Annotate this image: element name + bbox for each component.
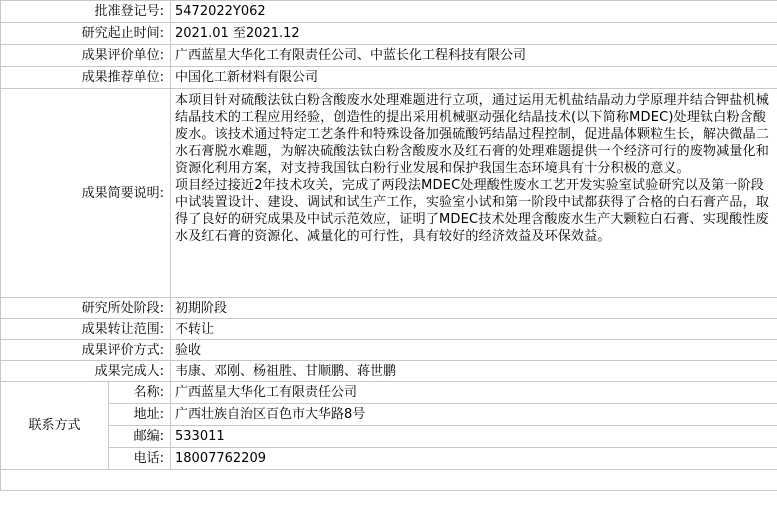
row-approval-no [1, 1, 777, 23]
row-transfer [1, 319, 777, 340]
summary-text [171, 89, 777, 298]
approval-no-value: 5472022Y062 [171, 1, 777, 23]
contact-name-value: 广西蓝星大华化工有限责任公司 [171, 382, 777, 404]
row-contact-postcode [1, 426, 777, 448]
contact-address-label: 地址: [109, 404, 171, 426]
transfer-value: 不转让 [171, 319, 777, 340]
row-eval-method [1, 340, 777, 361]
recommender-value: 中国化工新材料有限公司 [171, 67, 777, 89]
summary-paragraph-2: 项目经过接近2年技术攻关，完成了两段法MDEC处理酸性废水工艺开发实验室试验研究以及第一阶段中试装置设计、建设、调试和试生产工作，实验室小试和第一阶段中试都获得了合格的白石膏产品，取得了良好的研究成果及中试示范效应，证明了MDEC技术处理含酸废水生产大颗粒白石膏、实现酸性废水及红石膏的资源化、减量化的可行性，具有较好的经济效益及环保效益。 [175, 178, 770, 244]
period-value: 2021.01 至2021.12 [171, 23, 777, 45]
eval-method-label: 成果评价方式: [1, 340, 171, 361]
completers-value: 韦康、邓刚、杨祖胜、甘顺鹏、蒋世鹏 [171, 361, 777, 382]
stage-label: 研究所处阶段: [1, 298, 171, 319]
contact-name-label: 名称: [109, 382, 171, 404]
eval-method-value: 验收 [171, 340, 777, 361]
row-contact-address [1, 404, 777, 426]
row-summary [1, 89, 777, 298]
row-evaluator [1, 45, 777, 67]
row-stage [1, 298, 777, 319]
contact-heading: 联系方式 [1, 382, 109, 470]
transfer-label: 成果转让范围: [1, 319, 171, 340]
contact-phone-label: 电话: [109, 448, 171, 470]
row-contact-phone [1, 448, 777, 470]
recommender-label: 成果推荐单位: [1, 67, 171, 89]
period-label: 研究起止时间: [1, 23, 171, 45]
stage-value: 初期阶段 [171, 298, 777, 319]
row-completers [1, 361, 777, 382]
evaluator-value: 广西蓝星大华化工有限责任公司、中蓝长化工程科技有限公司 [171, 45, 777, 67]
contact-postcode-value: 533011 [171, 426, 777, 448]
contact-postcode-label: 邮编: [109, 426, 171, 448]
row-period [1, 23, 777, 45]
contact-address-value: 广西壮族自治区百色市大华路8号 [171, 404, 777, 426]
contact-phone-value: 18007762209 [171, 448, 777, 470]
row-contact-name [1, 382, 777, 404]
blank-footer-cell [1, 470, 777, 491]
row-blank-footer [1, 470, 777, 491]
row-recommender [1, 67, 777, 89]
summary-label: 成果简要说明: [1, 89, 171, 298]
approval-no-label: 批准登记号: [1, 1, 171, 23]
evaluator-label: 成果评价单位: [1, 45, 171, 67]
completers-label: 成果完成人: [1, 361, 171, 382]
summary-paragraph-1: 本项目针对硫酸法钛白粉含酸废水处理难题进行立项，通过运用无机盐结晶动力学原理并结合钾盐机械结晶技术的工程应用经验，创造性的提出采用机械驱动强化结晶技术(以下简称MDEC)处理钛白粉含酸废水。该技术通过特定工艺条件和特殊设备加强硫酸钙结晶过程控制，促进晶体颗粒生长，解决微晶二水石膏脱水难题，为解决硫酸法钛白粉含酸废水及红石膏的处理难题提供一个经济可行的废物减量化和资源化利用方案，对支持我国钛白粉行业发展和保护我国生态环境具有十分积极的意义。 [175, 93, 770, 176]
